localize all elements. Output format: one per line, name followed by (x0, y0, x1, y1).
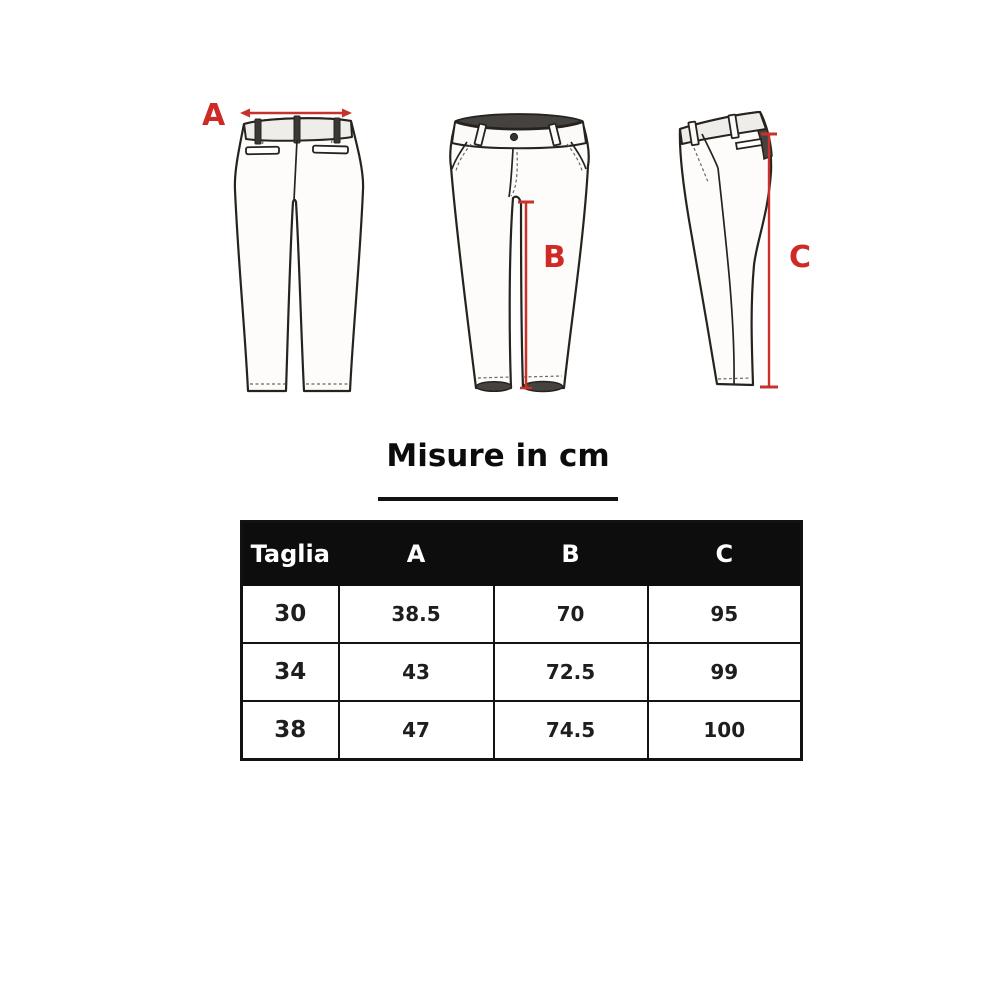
size-table-cell: 74.5 (494, 701, 648, 760)
belt-loop (255, 119, 261, 144)
size-table-cell-size: 34 (242, 643, 339, 701)
size-table-cell: 99 (648, 643, 802, 701)
pants-front-silhouette (450, 114, 589, 388)
measure-label-a: A (202, 98, 226, 133)
size-table-cell: 47 (339, 701, 494, 760)
hem-opening (477, 382, 512, 392)
size-table-cell-size: 30 (242, 585, 339, 643)
title-underline (378, 497, 618, 501)
size-table-row (242, 585, 802, 643)
size-table-header-c: C (648, 522, 802, 586)
size-table-cell: 70 (494, 585, 648, 643)
size-table-header-b: B (494, 522, 648, 586)
size-table-cell: 95 (648, 585, 802, 643)
pants-side-silhouette (680, 112, 771, 385)
measure-label-c: C (789, 240, 812, 275)
size-table-row (242, 701, 802, 760)
size-table-cell: 100 (648, 701, 802, 760)
pants-front-view-drawing (438, 98, 598, 400)
size-table-cell: 38.5 (339, 585, 494, 643)
back-pocket (246, 147, 279, 155)
size-table-cell-size: 38 (242, 701, 339, 760)
size-table-cell: 43 (339, 643, 494, 701)
size-table-header-row (242, 522, 802, 586)
size-table-row (242, 643, 802, 701)
pants-back-silhouette (235, 118, 363, 391)
pants-back-view-drawing (195, 95, 375, 405)
size-table-cell: 72.5 (494, 643, 648, 701)
size-table (240, 520, 803, 761)
section-title: Misure in cm (386, 438, 610, 474)
size-table-header-taglia: Taglia (242, 522, 339, 586)
waist-button (510, 133, 517, 140)
size-table-header-a: A (339, 522, 494, 586)
back-pocket (313, 146, 348, 154)
hem-opening (524, 382, 563, 392)
belt-loop (294, 116, 300, 143)
measure-label-b: B (543, 240, 566, 275)
belt-loop (334, 118, 340, 143)
